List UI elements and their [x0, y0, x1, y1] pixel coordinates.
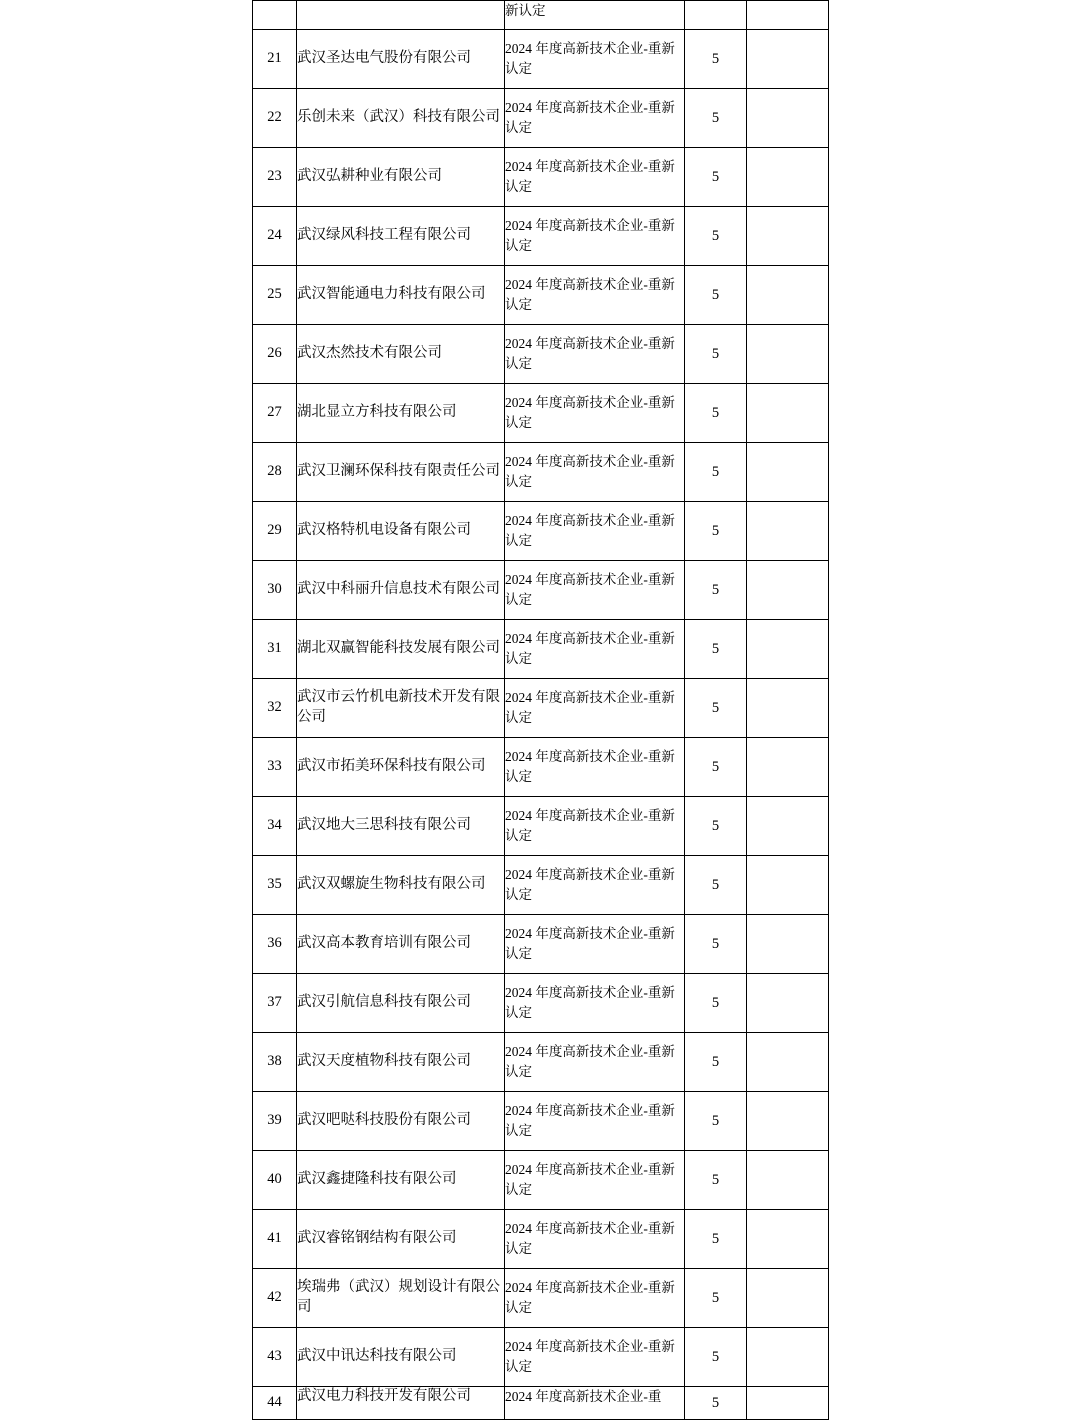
cell-company-name: 武汉睿铭钢结构有限公司 [297, 1210, 505, 1269]
cell-serial-number: 33 [253, 738, 297, 797]
table-row [253, 561, 829, 620]
cell-serial-number: 31 [253, 620, 297, 679]
cell-recognition-type: 新认定 [505, 1, 685, 30]
cell-remark [747, 1, 829, 30]
cell-score: 5 [685, 502, 747, 561]
cell-remark [747, 1387, 829, 1420]
cell-company-name: 乐创未来（武汉）科技有限公司 [297, 89, 505, 148]
cell-recognition-type: 2024 年度高新技术企业-重新认定 [505, 266, 685, 325]
cell-recognition-type: 2024 年度高新技术企业-重新认定 [505, 148, 685, 207]
cell-recognition-type: 2024 年度高新技术企业-重新认定 [505, 1328, 685, 1387]
cell-serial-number: 32 [253, 679, 297, 738]
cell-score: 5 [685, 30, 747, 89]
cell-remark [747, 266, 829, 325]
cell-score: 5 [685, 974, 747, 1033]
cell-serial-number: 36 [253, 915, 297, 974]
cell-score: 5 [685, 325, 747, 384]
cell-serial-number: 40 [253, 1151, 297, 1210]
cell-recognition-type: 2024 年度高新技术企业-重新认定 [505, 443, 685, 502]
cell-serial-number: 30 [253, 561, 297, 620]
cell-recognition-type: 2024 年度高新技术企业-重新认定 [505, 502, 685, 561]
cell-score: 5 [685, 1151, 747, 1210]
cell-serial-number [253, 1, 297, 30]
table-row [253, 856, 829, 915]
cell-serial-number: 22 [253, 89, 297, 148]
cell-company-name: 武汉吧哒科技股份有限公司 [297, 1092, 505, 1151]
cell-score: 5 [685, 1387, 747, 1420]
cell-recognition-type: 2024 年度高新技术企业-重新认定 [505, 1210, 685, 1269]
cell-serial-number: 38 [253, 1033, 297, 1092]
table-row [253, 148, 829, 207]
table-row [253, 1269, 829, 1328]
cell-score: 5 [685, 915, 747, 974]
cell-recognition-type: 2024 年度高新技术企业-重新认定 [505, 561, 685, 620]
table-row [253, 207, 829, 266]
cell-company-name: 武汉弘耕种业有限公司 [297, 148, 505, 207]
cell-remark [747, 207, 829, 266]
cell-remark [747, 974, 829, 1033]
table-row [253, 30, 829, 89]
cell-score: 5 [685, 443, 747, 502]
cell-serial-number: 25 [253, 266, 297, 325]
table-row [253, 1387, 829, 1420]
cell-score: 5 [685, 1210, 747, 1269]
cell-score: 5 [685, 1092, 747, 1151]
cell-company-name: 武汉智能通电力科技有限公司 [297, 266, 505, 325]
cell-serial-number: 27 [253, 384, 297, 443]
cell-score: 5 [685, 797, 747, 856]
cell-score: 5 [685, 207, 747, 266]
cell-company-name: 武汉杰然技术有限公司 [297, 325, 505, 384]
cell-serial-number: 34 [253, 797, 297, 856]
cell-company-name: 武汉引航信息科技有限公司 [297, 974, 505, 1033]
cell-serial-number: 21 [253, 30, 297, 89]
cell-score: 5 [685, 1033, 747, 1092]
cell-company-name: 湖北双赢智能科技发展有限公司 [297, 620, 505, 679]
cell-recognition-type: 2024 年度高新技术企业-重新认定 [505, 325, 685, 384]
cell-recognition-type: 2024 年度高新技术企业-重新认定 [505, 207, 685, 266]
table-row [253, 502, 829, 561]
cell-score: 5 [685, 738, 747, 797]
table-row [253, 1, 829, 30]
enterprise-list-table-container [252, 0, 828, 1420]
cell-serial-number: 29 [253, 502, 297, 561]
table-row [253, 1210, 829, 1269]
cell-company-name [297, 1, 505, 30]
cell-serial-number: 24 [253, 207, 297, 266]
cell-recognition-type: 2024 年度高新技术企业-重新认定 [505, 1033, 685, 1092]
table-row [253, 384, 829, 443]
cell-recognition-type: 2024 年度高新技术企业-重新认定 [505, 797, 685, 856]
cell-recognition-type: 2024 年度高新技术企业-重新认定 [505, 30, 685, 89]
cell-serial-number: 44 [253, 1387, 297, 1420]
cell-serial-number: 35 [253, 856, 297, 915]
cell-score: 5 [685, 148, 747, 207]
cell-remark [747, 1210, 829, 1269]
enterprise-list-table [252, 0, 829, 1420]
cell-company-name: 湖北显立方科技有限公司 [297, 384, 505, 443]
cell-remark [747, 89, 829, 148]
table-row [253, 266, 829, 325]
table-row [253, 1092, 829, 1151]
cell-company-name: 埃瑞弗（武汉）规划设计有限公司 [297, 1269, 505, 1328]
cell-recognition-type: 2024 年度高新技术企业-重新认定 [505, 856, 685, 915]
cell-company-name: 武汉电力科技开发有限公司 [297, 1387, 505, 1420]
cell-company-name: 武汉市拓美环保科技有限公司 [297, 738, 505, 797]
cell-serial-number: 41 [253, 1210, 297, 1269]
cell-recognition-type: 2024 年度高新技术企业-重新认定 [505, 974, 685, 1033]
cell-remark [747, 1151, 829, 1210]
cell-serial-number: 42 [253, 1269, 297, 1328]
cell-remark [747, 148, 829, 207]
cell-recognition-type: 2024 年度高新技术企业-重新认定 [505, 1151, 685, 1210]
cell-recognition-type: 2024 年度高新技术企业-重新认定 [505, 738, 685, 797]
table-row [253, 797, 829, 856]
cell-score: 5 [685, 266, 747, 325]
cell-company-name: 武汉鑫捷隆科技有限公司 [297, 1151, 505, 1210]
cell-company-name: 武汉中讯达科技有限公司 [297, 1328, 505, 1387]
table-body [253, 1, 829, 1420]
cell-serial-number: 39 [253, 1092, 297, 1151]
cell-score [685, 1, 747, 30]
cell-company-name: 武汉天度植物科技有限公司 [297, 1033, 505, 1092]
table-row [253, 738, 829, 797]
cell-company-name: 武汉高本教育培训有限公司 [297, 915, 505, 974]
cell-score: 5 [685, 561, 747, 620]
cell-remark [747, 620, 829, 679]
cell-recognition-type: 2024 年度高新技术企业-重新认定 [505, 384, 685, 443]
cell-remark [747, 738, 829, 797]
table-row [253, 325, 829, 384]
table-row [253, 1033, 829, 1092]
cell-recognition-type: 2024 年度高新技术企业-重新认定 [505, 915, 685, 974]
cell-remark [747, 561, 829, 620]
table-row [253, 1328, 829, 1387]
cell-company-name: 武汉绿风科技工程有限公司 [297, 207, 505, 266]
cell-remark [747, 856, 829, 915]
cell-remark [747, 1269, 829, 1328]
cell-score: 5 [685, 1269, 747, 1328]
cell-remark [747, 679, 829, 738]
cell-remark [747, 30, 829, 89]
cell-remark [747, 384, 829, 443]
cell-serial-number: 43 [253, 1328, 297, 1387]
cell-recognition-type: 2024 年度高新技术企业-重 [505, 1387, 685, 1420]
cell-serial-number: 28 [253, 443, 297, 502]
cell-recognition-type: 2024 年度高新技术企业-重新认定 [505, 1092, 685, 1151]
cell-remark [747, 915, 829, 974]
table-row [253, 1151, 829, 1210]
cell-serial-number: 37 [253, 974, 297, 1033]
table-row [253, 620, 829, 679]
table-row [253, 915, 829, 974]
cell-remark [747, 797, 829, 856]
table-row [253, 679, 829, 738]
table-row [253, 443, 829, 502]
cell-serial-number: 26 [253, 325, 297, 384]
cell-score: 5 [685, 384, 747, 443]
table-row [253, 89, 829, 148]
cell-score: 5 [685, 856, 747, 915]
cell-company-name: 武汉地大三思科技有限公司 [297, 797, 505, 856]
cell-remark [747, 1328, 829, 1387]
cell-recognition-type: 2024 年度高新技术企业-重新认定 [505, 620, 685, 679]
cell-score: 5 [685, 1328, 747, 1387]
cell-score: 5 [685, 620, 747, 679]
cell-company-name: 武汉格特机电设备有限公司 [297, 502, 505, 561]
cell-recognition-type: 2024 年度高新技术企业-重新认定 [505, 89, 685, 148]
table-row [253, 974, 829, 1033]
cell-remark [747, 443, 829, 502]
cell-remark [747, 502, 829, 561]
cell-company-name: 武汉卫澜环保科技有限责任公司 [297, 443, 505, 502]
cell-recognition-type: 2024 年度高新技术企业-重新认定 [505, 1269, 685, 1328]
cell-company-name: 武汉双螺旋生物科技有限公司 [297, 856, 505, 915]
cell-recognition-type: 2024 年度高新技术企业-重新认定 [505, 679, 685, 738]
cell-company-name: 武汉圣达电气股份有限公司 [297, 30, 505, 89]
cell-company-name: 武汉市云竹机电新技术开发有限公司 [297, 679, 505, 738]
cell-company-name: 武汉中科丽升信息技术有限公司 [297, 561, 505, 620]
cell-score: 5 [685, 679, 747, 738]
cell-remark [747, 1092, 829, 1151]
cell-remark [747, 325, 829, 384]
cell-score: 5 [685, 89, 747, 148]
cell-serial-number: 23 [253, 148, 297, 207]
cell-remark [747, 1033, 829, 1092]
